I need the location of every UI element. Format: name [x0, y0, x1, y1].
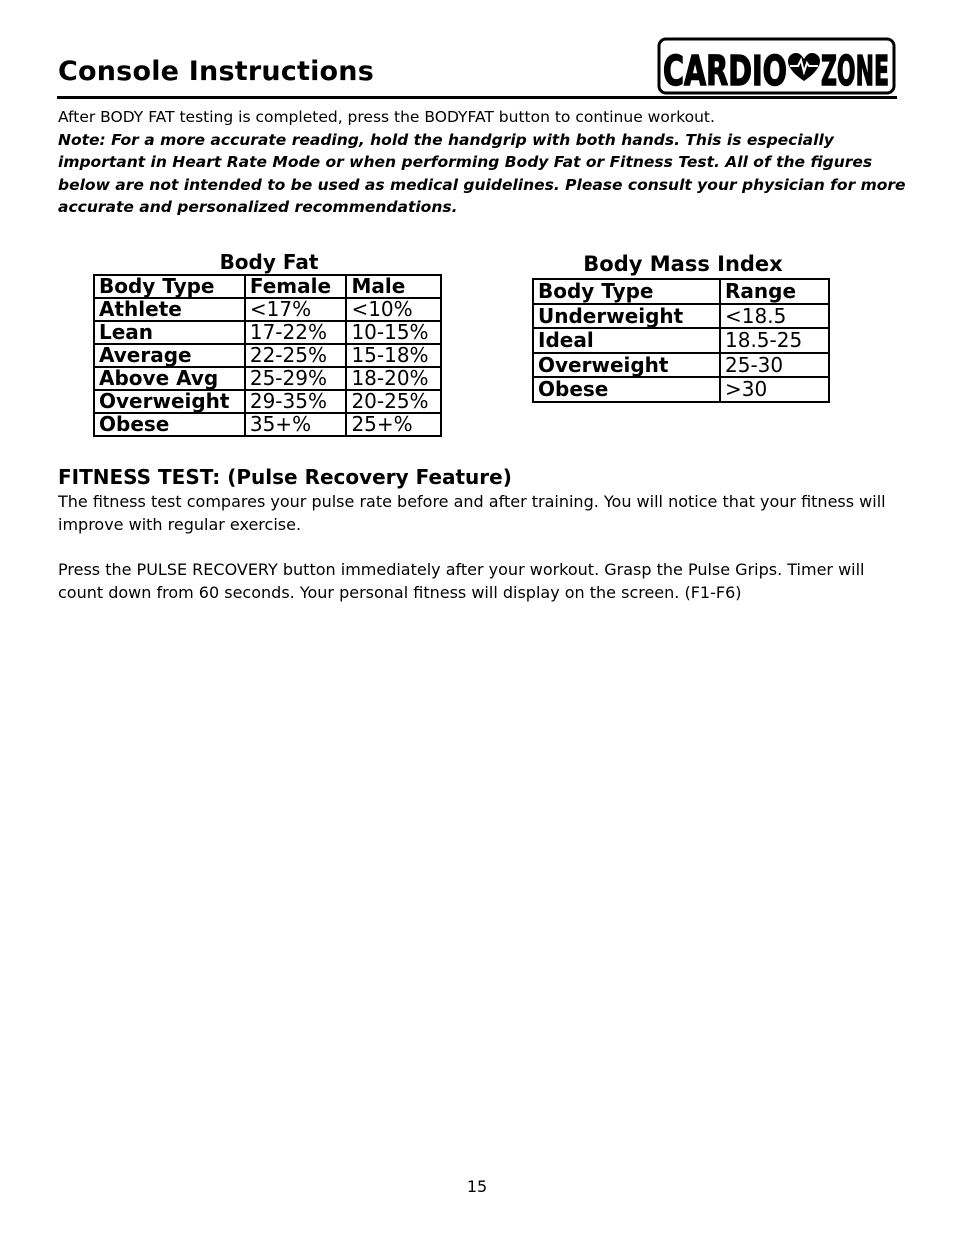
female-cell: 29-35% — [245, 390, 347, 413]
range-cell: 18.5-25 — [720, 328, 829, 353]
body-type-cell: Lean — [94, 321, 245, 344]
female-cell: 22-25% — [245, 344, 347, 367]
female-cell: 25-29% — [245, 367, 347, 390]
male-cell: <10% — [346, 298, 441, 321]
fitness-body — [58, 490, 898, 626]
header-cell: Male — [346, 275, 441, 298]
logo-text-right: ZONE — [821, 47, 889, 95]
body-type-cell: Obese — [94, 413, 245, 436]
body-type-cell: Underweight — [533, 304, 720, 329]
logo-text-left: CARDIO — [663, 47, 787, 95]
male-cell: 15-18% — [346, 344, 441, 367]
table-row — [533, 328, 829, 353]
table-row — [94, 298, 441, 321]
page-number: 15 — [466, 1177, 488, 1196]
female-cell: <17% — [245, 298, 347, 321]
male-cell: 25+% — [346, 413, 441, 436]
body-fat-caption: Body Fat — [219, 250, 319, 274]
intro-text: After BODY FAT testing is completed, press the BODYFAT button to continue workout. — [58, 108, 715, 126]
table-row — [533, 353, 829, 378]
body-type-cell: Overweight — [94, 390, 245, 413]
header-cell: Body Type — [533, 279, 720, 304]
bmi-table — [532, 278, 830, 403]
body-fat-table — [93, 274, 442, 437]
fitness-paragraph: The fitness test compares your pulse rate before and after training. You will notice that your fitness will improve with regular exercise. — [58, 492, 886, 534]
body-type-cell: Overweight — [533, 353, 720, 378]
table-row — [94, 321, 441, 344]
table-row — [94, 413, 441, 436]
table-row — [533, 304, 829, 329]
header-cell: Female — [245, 275, 347, 298]
cardio-zone-logo — [657, 37, 896, 95]
body-type-cell: Ideal — [533, 328, 720, 353]
body-type-cell: Athlete — [94, 298, 245, 321]
male-cell: 18-20% — [346, 367, 441, 390]
header-cell: Range — [720, 279, 829, 304]
table-row — [94, 344, 441, 367]
table-row — [94, 390, 441, 413]
header-cell: Body Type — [94, 275, 245, 298]
table-row — [533, 377, 829, 402]
female-cell: 17-22% — [245, 321, 347, 344]
range-cell: 25-30 — [720, 353, 829, 378]
bmi-caption: Body Mass Index — [583, 252, 783, 276]
range-cell: >30 — [720, 377, 829, 402]
table-header-row — [533, 279, 829, 304]
body-type-cell: Average — [94, 344, 245, 367]
body-type-cell: Above Avg — [94, 367, 245, 390]
fitness-heading: FITNESS TEST: (Pulse Recovery Feature) — [58, 465, 512, 489]
table-header-row — [94, 275, 441, 298]
intro-section — [58, 106, 908, 219]
male-cell: 20-25% — [346, 390, 441, 413]
body-type-cell: Obese — [533, 377, 720, 402]
intro-note: Note: For a more accurate reading, hold the handgrip with both hands. This is especially important in Heart Rate Mode or when performing Body Fat or Fitness Test. All of the figures below are not intended to be used as medical guidelines. Please consult your physician for more accurate and personalized recommendations. — [58, 130, 906, 216]
female-cell: 35+% — [245, 413, 347, 436]
header-rule — [57, 96, 897, 99]
page-title: Console Instructions — [58, 56, 374, 87]
male-cell: 10-15% — [346, 321, 441, 344]
range-cell: <18.5 — [720, 304, 829, 329]
fitness-paragraph: Press the PULSE RECOVERY button immediately after your workout. Grasp the Pulse Grips. Timer will count down from 60 seconds. Your personal fitness will display on the screen. (F1-F6) — [58, 560, 865, 602]
table-row — [94, 367, 441, 390]
